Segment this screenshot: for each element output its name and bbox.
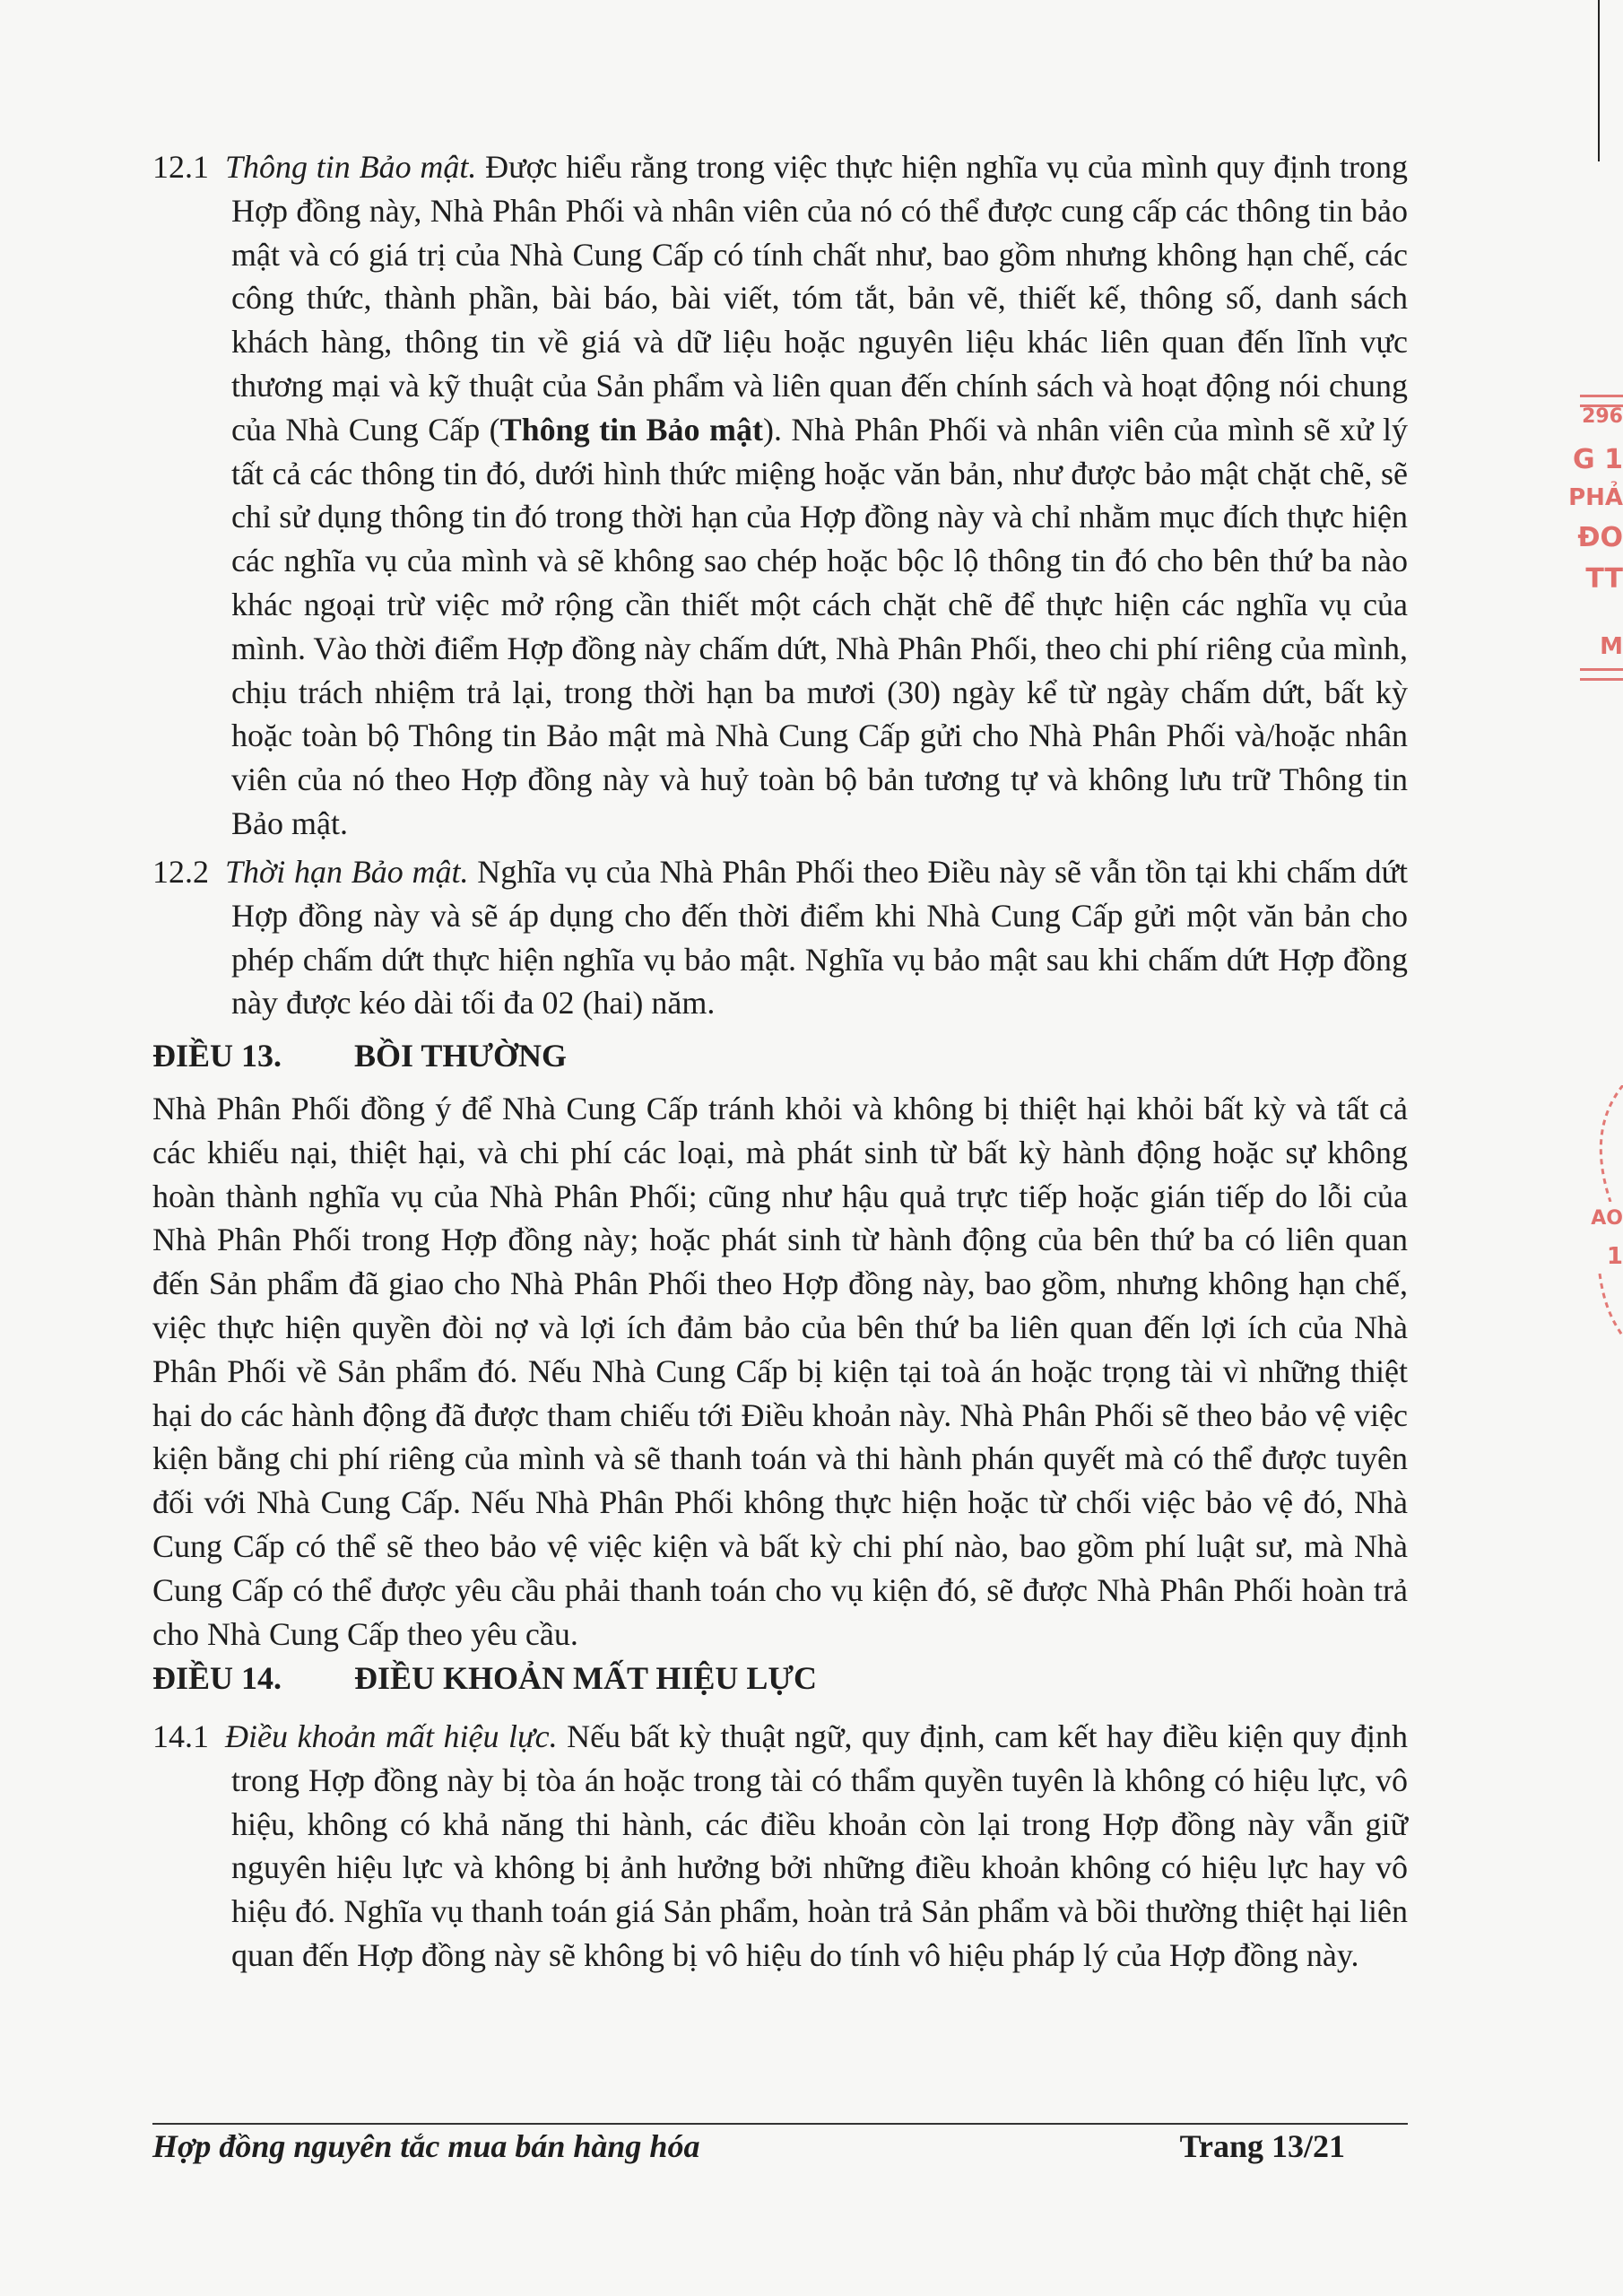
article-number: ĐIỀU 14. [152, 1660, 282, 1696]
clause-text: Nếu bất kỳ thuật ngữ, quy định, cam kết hay điều kiện quy định trong Hợp đồng này bị tòa án hoặc trong tài có thẩm quyền tuyên là không có hiệu lực, vô hiệu, không có khả năng thi hành, các điều khoản còn lại trong Hợp đồng này vẫn giữ nguyên hiệu lực và không bị ảnh hưởng bởi những điều khoản không có hiệu lực hay vô hiệu đó. Nghĩa vụ thanh toán giá Sản phẩm, hoàn trả Sản phẩm và bồi thường thiệt hại liên quan đến Hợp đồng này sẽ không bị vô hiệu do tính vô hiệu pháp lý của Hợp đồng này. [231, 1718, 1408, 1973]
defined-term: Thông tin Bảo mật [499, 411, 763, 448]
article-13-heading [152, 1036, 567, 1075]
clause-number: 12.1 [152, 149, 209, 185]
clause-title: Điều khoản mất hiệu lực. [225, 1718, 558, 1754]
seal-text: TT [1585, 563, 1623, 595]
article-14-heading [152, 1658, 817, 1698]
clause-text: Nghĩa vụ của Nhà Phân Phối theo Điều này sẽ vẫn tồn tại khi chấm dứt Hợp đồng này và sẽ áp dụng cho đến thời điểm khi Nhà Cung Cấp gửi một văn bản cho phép chấm dứt thực hiện nghĩa vụ bảo mật. Nghĩa vụ bảo mật sau khi chấm dứt Hợp đồng này được kéo dài tối đa 02 (hai) năm. [231, 854, 1408, 1022]
seal-text: 296 [1582, 405, 1623, 428]
seal-text: G 1 [1573, 444, 1623, 475]
seal-arc [1584, 1085, 1623, 1202]
article-13-body: Nhà Phân Phối đồng ý để Nhà Cung Cấp tránh khỏi và không bị thiệt hại khỏi bất kỳ và tất cả các khiếu nại, thiệt hại, và chi phí các loại, mà phát sinh từ bất kỳ hành động hoặc sự không hoàn thành nghĩa vụ của Nhà Phân Phối; cũng như hậu quả trực tiếp hoặc gián tiếp do lỗi của Nhà Phân Phối trong Hợp đồng này; hoặc phát sinh từ hành động của bên thứ ba có liên quan đến Sản phẩm đã giao cho Nhà Phân Phối theo Hợp đồng này, bao gồm, nhưng không hạn chế, việc thực hiện quyền đòi nợ và lợi ích đảm bảo của bên thứ ba liên quan đến lợi ích của Nhà Phân Phối về Sản phẩm đó. Nếu Nhà Cung Cấp bị kiện tại toà án hoặc trọng tài vì những thiệt hại do các hành động đã được tham chiếu tới Điều khoản này. Nhà Phân Phối sẽ theo bảo vệ việc kiện bằng chi phí riêng của mình và sẽ thanh toán và thi hành phán quyết mà có thể được tuyên đối với Nhà Cung Cấp. Nếu Nhà Phân Phối không thực hiện hoặc từ chối việc bảo vệ đó, Nhà Cung Cấp có thể sẽ theo bảo vệ việc kiện và bất kỳ chi phí nào, bao gồm phí luật sư, mà Nhà Cung Cấp có thể được yêu cầu phải thanh toán cho vụ kiện đó, sẽ được Nhà Phân Phối hoàn trả cho Nhà Cung Cấp theo yêu cầu. [152, 1091, 1408, 1652]
seal-text: AO [1591, 1207, 1623, 1230]
clause-12-1 [152, 145, 1408, 846]
seal-text: 1 [1606, 1243, 1623, 1270]
seal-arc [1584, 1274, 1623, 1336]
seal-text: PHẢ [1568, 484, 1623, 511]
scan-edge-line [1598, 0, 1600, 161]
seal-text: ĐO [1577, 522, 1623, 553]
footer-document-title: Hợp đồng nguyên tắc mua bán hàng hóa [152, 2128, 700, 2164]
article-title: BỒI THƯỜNG [354, 1038, 568, 1074]
article-title: ĐIỀU KHOẢN MẤT HIỆU LỰC [354, 1660, 818, 1696]
seal-text: M [1600, 633, 1623, 660]
footer-divider [152, 2123, 1408, 2125]
clause-text: ). Nhà Phân Phối và nhân viên của mình sẽ xử lý tất cả các thông tin đó, dưới hình thức miệng hoặc văn bản, như được bảo mật chặt chẽ, sẽ chỉ sử dụng thông tin đó trong thời hạn của Hợp đồng này và chỉ nhằm mục đích thực hiện các nghĩa vụ của mình và sẽ không sao chép hoặc bộc lộ thông tin đó cho bên thứ ba nào khác ngoại trừ việc mở rộng cần thiết một cách chặt chẽ để thực hiện các nghĩa vụ của mình. Vào thời điểm Hợp đồng này chấm dứt, Nhà Phân Phối, theo chi phí riêng của mình, chịu trách nhiệm trả lại, trong thời hạn ba mươi (30) ngày kể từ ngày chấm dứt, bất kỳ hoặc toàn bộ Thông tin Bảo mật mà Nhà Cung Cấp gửi cho Nhà Phân Phối và/hoặc nhân viên của nó theo Hợp đồng này và huỷ toàn bộ bản tương tự và không lưu trữ Thông tin Bảo mật. [231, 411, 1408, 841]
clause-title: Thông tin Bảo mật. [225, 149, 477, 185]
clause-text: Được hiểu rằng trong việc thực hiện nghĩa vụ của mình quy định trong Hợp đồng này, Nhà Phân Phối và nhân viên của nó có thể được cung cấp các thông tin bảo mật và có giá trị của Nhà Cung Cấp có tính chất như, bao gồm nhưng không hạn chế, các công thức, thành phần, bài báo, bài viết, tóm tắt, bản vẽ, thiết kế, thông số, danh sách khách hàng, thông tin về giá và dữ liệu hoặc nguyên liệu khác liên quan đến lĩnh vực thương mại và kỹ thuật của Sản phẩm và liên quan đến chính sách và hoạt động nói chung của Nhà Cung Cấp ( [231, 149, 1409, 448]
clause-number: 12.2 [152, 854, 209, 890]
footer-page-number: Trang 13/21 [1179, 2128, 1345, 2164]
clause-title: Thời hạn Bảo mật. [225, 854, 469, 890]
clause-12-2 [152, 850, 1408, 1025]
clause-number: 14.1 [152, 1718, 209, 1754]
article-number: ĐIỀU 13. [152, 1038, 282, 1074]
clause-14-1 [152, 1715, 1408, 1978]
seal-rule [1580, 668, 1623, 681]
